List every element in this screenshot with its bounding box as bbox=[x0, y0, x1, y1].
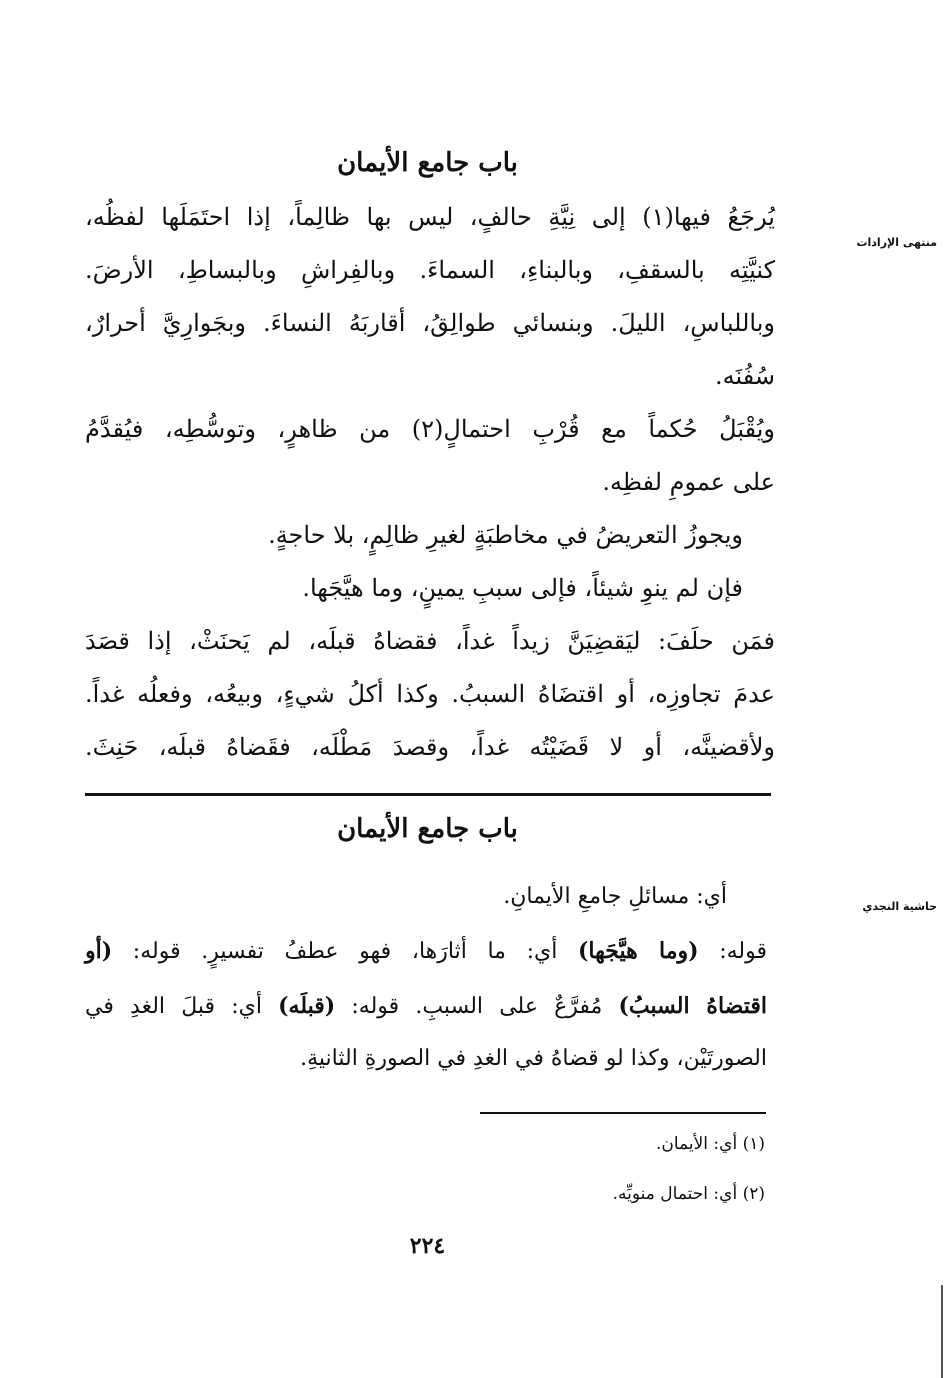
footnote: (١) أي: الأيمان. bbox=[655, 1134, 765, 1154]
main-text-line: فإن لم ينوِ شيئاً، فإلى سببِ يمينٍ، وما هيَّجَها. bbox=[302, 574, 743, 602]
chapter-heading: باب جامع الأيمان bbox=[337, 148, 518, 178]
margin-label-matn: منتهى الإرادات bbox=[856, 236, 937, 249]
main-text-line: ويجوزُ التعريضُ في مخاطبَةٍ لغيرِ ظالِمٍ، بلا حاجةٍ. bbox=[268, 521, 743, 549]
hashiya-heading: باب جامع الأيمان bbox=[337, 814, 518, 844]
main-text-line: كنيَّتِه بالسقفِ، وبالبناءِ، السماءَ. وبالفِراشِ وبالبساطِ، الأرضَ. bbox=[85, 256, 775, 284]
hashiya-line bbox=[85, 993, 767, 1020]
main-text-line: فمَن حلَفَ: ليَقضِيَنَّ زيداً غداً، فقضاهُ قبلَه، لم يَحنَثْ، إذا قصَدَ bbox=[85, 627, 775, 655]
hashiya-line: أي: مسائلِ جامعِ الأيمانِ. bbox=[503, 884, 727, 909]
hashiya-quote: اقتضاهُ السببُ) bbox=[618, 993, 767, 1019]
main-text-line: عدمَ تجاوزِه، أو اقتضَاهُ السببُ. وكذا أكلُ شيءٍ، وبيعُه، وفعلُه غداً. bbox=[85, 680, 775, 708]
scan-edge-mark bbox=[941, 1285, 943, 1378]
hashiya-text: قوله: bbox=[698, 939, 767, 964]
page-number: ٢٢٤ bbox=[409, 1233, 446, 1259]
section-divider bbox=[85, 793, 771, 796]
hashiya-line: الصورتَيْن، وكذا لو قضاهُ في الغدِ في الصورةِ الثانيةِ. bbox=[300, 1046, 767, 1071]
footnote-divider bbox=[480, 1112, 766, 1114]
hashiya-text: أي: قبلَ الغدِ في bbox=[85, 994, 279, 1019]
main-text-line: على عمومِ لفظِه. bbox=[602, 468, 775, 496]
hashiya-quote: (وما هيَّجَها) bbox=[578, 938, 699, 964]
main-text-line: يُرجَعُ فيها(١) إلى نِيَّةِ حالفٍ، ليس بها ظالِماً، إذا احتَمَلَها لفظُه، bbox=[85, 203, 775, 231]
main-text-line: سُفُنَه. bbox=[715, 362, 775, 390]
main-text-line: وباللباسِ، الليلَ. وبنسائي طوالِقُ، أقاربَهُ النساءَ. وبجَوارِيَّ أحرارٌ، bbox=[85, 309, 775, 337]
main-text-line: ويُقْبَلُ حُكماً مع قُرْبِ احتمالٍ(٢) من ظاهرٍ، وتوسُّطِه، فيُقدَّمُ bbox=[85, 415, 776, 443]
main-text-line: ولأقضينَّه، أو لا قَضَيْتُه غداً، وقصدَ مَطْلَه، فقَضاهُ قبلَه، حَنِثَ. bbox=[85, 733, 775, 761]
margin-label-hashiya: حاشية النجدي bbox=[862, 900, 937, 913]
hashiya-quote: (أو bbox=[85, 938, 113, 964]
hashiya-line bbox=[85, 938, 767, 965]
footnote: (٢) أي: احتمال منويِّه. bbox=[612, 1184, 765, 1204]
hashiya-text: أي: ما أثارَها، فهو عطفُ تفسيرٍ. قوله: bbox=[112, 939, 578, 964]
hashiya-text: مُفرَّعٌ على السببِ. قوله: bbox=[335, 994, 619, 1019]
hashiya-quote: (قبلَه) bbox=[278, 993, 336, 1019]
